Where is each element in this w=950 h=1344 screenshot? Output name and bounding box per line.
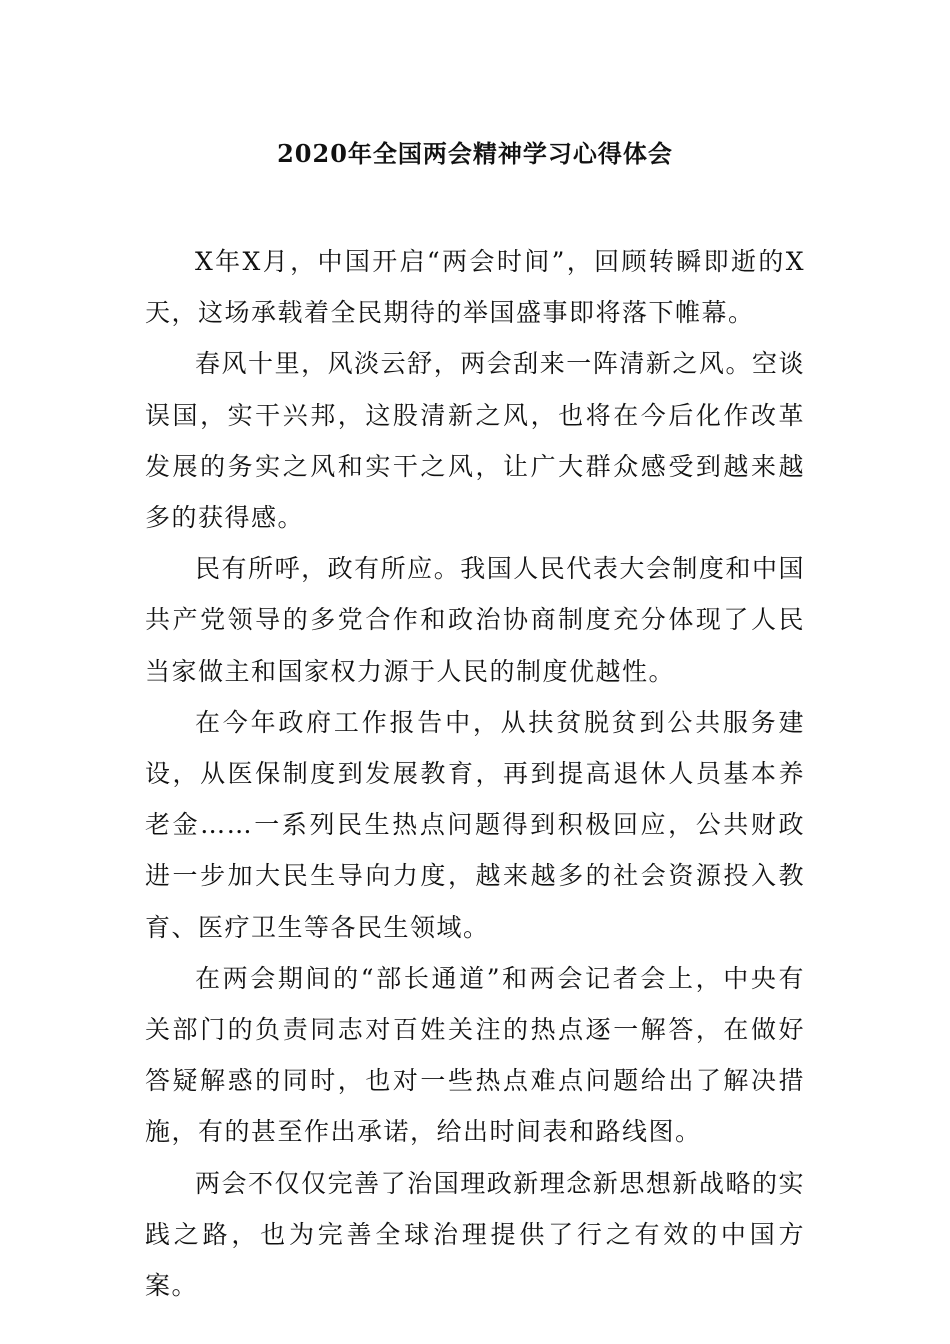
paragraph-3: 民有所呼，政有所应。我国人民代表大会制度和中国共产党领导的多党合作和政治协商制度充分体现了人民当家做主和国家权力源于人民的制度优越性。 (145, 554, 805, 686)
document-title: 2020年全国两会精神学习心得体会 (277, 139, 673, 168)
paragraph-2: 春风十里，风淡云舒，两会刮来一阵清新之风。空谈误国，实干兴邦，这股清新之风，也将在今后化作改革发展的务实之风和实干之风，让广大群众感受到越来越多的获得感。 (145, 349, 805, 533)
paragraph-1: X年X月，中国开启“两会时间”，回顾转瞬即逝的X天，这场承载着全民期待的举国盛事即将落下帷幕。 (145, 247, 805, 328)
paragraph-6: 两会不仅仅完善了治国理政新理念新思想新战略的实践之路，也为完善全球治理提供了行之有效的中国方案。 (145, 1168, 805, 1301)
paragraph-4: 在今年政府工作报告中，从扶贫脱贫到公共服务建设，从医保制度到发展教育，再到提高退休人员基本养老金……一系列民生热点问题得到积极回应，公共财政进一步加大民生导向力度，越来越多的社会资源投入教育、医疗卫生等各民生领域。 (145, 707, 805, 942)
document-body (145, 236, 805, 1311)
paragraph-5: 在两会期间的“部长通道”和两会记者会上，中央有关部门的负责同志对百姓关注的热点逐一解答，在做好答疑解惑的同时，也对一些热点难点问题给出了解决措施，有的甚至作出承诺，给出时间表和路线图。 (145, 963, 805, 1147)
